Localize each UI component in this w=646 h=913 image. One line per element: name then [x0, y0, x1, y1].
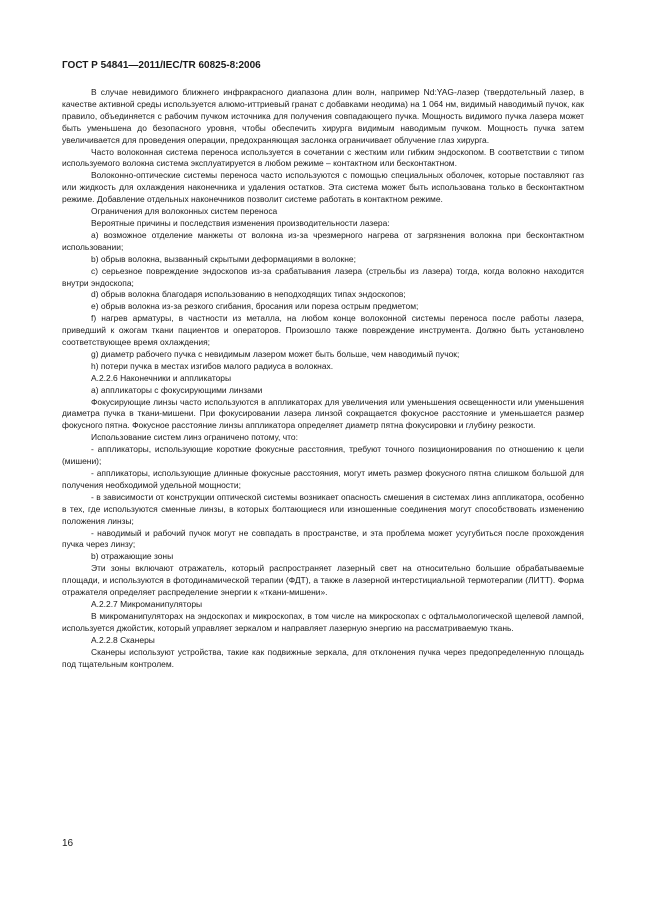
list-item-e: e) обрыв волокна из-за резкого сгибания, бросания или пореза острым предметом; [91, 301, 419, 312]
paragraph-probable-causes: Вероятные причины и последствия изменения производительности лазера: [91, 217, 390, 228]
list-item-g: g) диаметр рабочего пучка с невидимым лазером может быть больше, чем наводимый пучок; [91, 348, 460, 359]
paragraph-nir-aiming-beam: В случае невидимого ближнего инфракрасного диапазона длин волн, например Nd:YAG-лазер (твердотельный лазер, в качестве активной среды используется алюмо-иттриевый гранат с добавками неодима) на 1 064 нм, видимый наводимый пучок, как правило, объединяется с рабочим пучком источника для получения совпадающего пучка. Мощность видимого пучка лазера может быть уменьшена до безопасного уровня, чтобы обеспечить хирурга видимым наводимым пучком. Мощность пучка затем увеличивается для проведения операции, предохраняющая заслонка ограничивает облучение глаз хирурга. [62, 87, 584, 145]
section-heading-a227: A.2.2.7 Микроманипуляторы [91, 598, 203, 609]
paragraph-scanners: Сканеры используют устройства, такие как подвижные зеркала, для отклонения пучка через предопределенную площадь под тщательным контролем. [62, 646, 584, 669]
paragraph-micromanipulators: В микроманипуляторах на эндоскопах и микроскопах, в том числе на микроскопах с офтальмологической щелевой лампой, используется джойстик, который управляет зеркалом и направляет лазерную энергию на рассматриваемую ткань. [62, 610, 584, 633]
paragraph-lens-limitations: Использование систем линз ограничено потому, что: [91, 432, 298, 443]
section-heading-a228: A.2.2.8 Сканеры [91, 634, 155, 645]
document-body [62, 87, 584, 670]
list-item-b: b) обрыв волокна, вызванный скрытыми деформациями в волокне; [91, 253, 356, 264]
dash-item-lens-shift: - в зависимости от конструкции оптической системы возникает опасность смешения в системах линз аппликатора, особенно в тех, где используются сменные линзы, в которых болтающиеся или изношенные соединения могут способствовать изменению положения линзы; [62, 491, 584, 526]
paragraph-reflecting-zones: Эти зоны включают отражатель, который распространяет лазерный свет на относительно большие обрабатываемые площади, и используются в фотодинамической терапии (ФДТ), а также в лазерной интерстициальной термотерапии (ЛИТТ). Форма отражателя определяет распределение энергии к «ткани-мишени». [62, 563, 584, 598]
section-heading-a226: A.2.2.6 Наконечники и аппликаторы [91, 372, 232, 383]
document-header: ГОСТ Р 54841—2011/IEC/TR 60825-8:2006 [62, 60, 261, 71]
list-item-d: d) обрыв волокна благодаря использованию в неподходящих типах эндоскопов; [91, 289, 406, 300]
subheading-reflecting-zones: b) отражающие зоны [91, 551, 174, 562]
page-number: 16 [62, 838, 74, 849]
list-item-f: f) нагрев арматуры, в частности из металла, на любом конце волоконной системы переноса после работы лазера, приведший к ожогам ткани пациентов и операторов. Произошло также повреждение инструмента. Должно быть установлено соответствующее время охлаждения; [62, 313, 584, 348]
paragraph-fiber-sheaths: Волоконно-оптические системы переноса часто используются с помощью специальных оболочек, которые поставляют газ или жидкость для охлаждения наконечника и удаления остатков. Эта система может быть использована только в бесконтактном режиме. Добавление отдельных наконечников позволит системе работать в контактном режиме. [62, 170, 584, 205]
heading-fiber-limitations: Ограничения для волоконных систем переноса [91, 206, 278, 217]
list-item-h: h) потери пучка в местах изгибов малого радиуса в волокнах. [91, 360, 334, 371]
list-item-a: a) возможное отделение манжеты от волокна из-за чрезмерного нагрева от загрязнения волокна при бесконтактном использовании; [62, 229, 584, 252]
dash-item-beam-mismatch: - наводимый и рабочий пучок могут не совпадать в пространстве, и эта проблема может усугубиться после прохождения пучка через линзу; [62, 527, 584, 550]
list-item-c: c) серьезное повреждение эндоскопов из-за срабатывания лазера (стрельбы из лазера) тогда, когда волокно находится внутри эндоскопа; [62, 265, 584, 288]
dash-item-long-focal: - аппликаторы, использующие длинные фокусные расстояния, могут иметь размер фокусного пятна слишком большой для получения необходимой удельной мощности; [62, 468, 584, 490]
dash-item-short-focal: - аппликаторы, использующие короткие фокусные расстояния, требуют точного позиционирования по отношению к цели (мишени); [62, 444, 584, 467]
paragraph-fiber-endoscope: Часто волоконная система переноса используется в сочетании с жестким или гибким эндоскопом. В соответствии с типом используемого волокна система эксплуатируется в любом режиме – контактном или бесконтактном. [62, 146, 584, 169]
subheading-focusing-lenses: a) аппликаторы с фокусирующими линзами [91, 384, 263, 395]
paragraph-focusing-lenses: Фокусирующие линзы часто используются в аппликаторах для увеличения или уменьшения освещенности или уменьшения диаметра пучка в ткани-мишени. При фокусировании лазера линзой сокращается фокусное расстояние и уменьшается размер фокусного пятна. Фокусное расстояние линзы аппликатора определяет диаметр пятна фокусировки и глубину резкости. [62, 396, 584, 431]
